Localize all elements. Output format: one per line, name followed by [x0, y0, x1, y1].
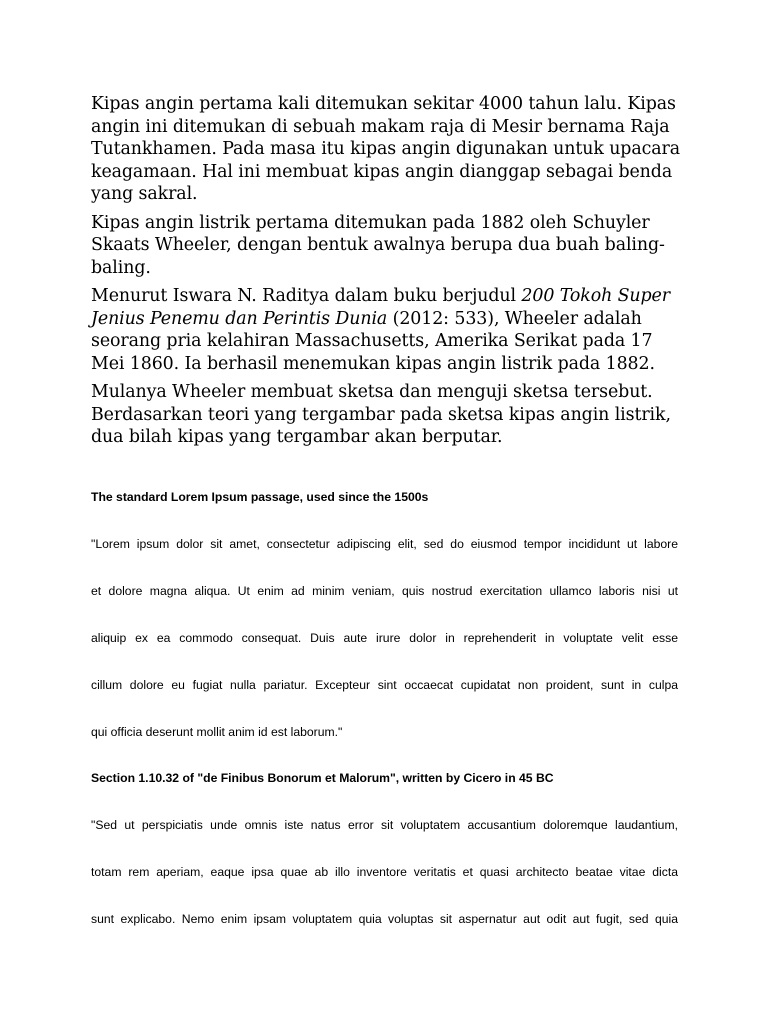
article-paragraph-3-rest: (2012: 533), Wheeler adalah seorang pria kelahiran Massachusetts, Amerika Serikat pada 17 Mei 1860. Ia berhasil menemukan kipas angin listrik pada 1882.	[91, 308, 655, 374]
cicero-line-3: sunt explicabo. Nemo enim ipsam voluptatem quia voluptas sit aspernatur aut odit aut fugit, sed quia	[91, 912, 678, 926]
lorem-line-3: aliquip ex ea commodo consequat. Duis aute irure dolor in reprehenderit in voluptate velit esse	[91, 631, 678, 645]
cicero-line-2: totam rem aperiam, eaque ipsa quae ab illo inventore veritatis et quasi architecto beatae vitae dicta	[91, 865, 678, 879]
cicero-line-1: "Sed ut perspiciatis unde omnis iste natus error sit voluptatem accusantium doloremque laudantium,	[91, 818, 678, 832]
cicero-paragraph	[91, 802, 678, 943]
lorem-line-4: cillum dolore eu fugiat nulla pariatur. Excepteur sint occaecat cupidatat non proident, sunt in culpa	[91, 678, 678, 692]
article-paragraph-2: Kipas angin listrik pertama ditemukan pada 1882 oleh Schuyler Skaats Wheeler, dengan bentuk awalnya berupa dua buah baling-baling.	[91, 212, 665, 278]
article-paragraph-3	[91, 285, 691, 375]
lorem-line-2: et dolore magna aliqua. Ut enim ad minim veniam, quis nostrud exercitation ullamco laboris nisi ut	[91, 584, 678, 598]
article-paragraph-3-intro: Menurut Iswara N. Raditya dalam buku berjudul	[91, 286, 522, 306]
lorem-section	[91, 489, 678, 756]
book-title: 200 Tokoh Super Jenius Penemu dan Perintis Dunia	[91, 286, 670, 329]
lorem-line-5: qui officia deserunt mollit anim id est laborum."	[91, 725, 343, 739]
article-paragraph-1: Kipas angin pertama kali ditemukan sekitar 4000 tahun lalu. Kipas angin ini ditemukan di sebuah makam raja di Mesir bernama Raja Tutankhamen. Pada masa itu kipas angin digunakan untuk upacara keagamaan. Hal ini membuat kipas angin dianggap sebagai benda yang sakral.	[91, 94, 680, 204]
article-paragraph-4: Mulanya Wheeler membuat sketsa dan menguji sketsa tersebut. Berdasarkan teori yang tergambar pada sketsa kipas angin listrik, dua bilah kipas yang tergambar akan berputar.	[91, 382, 671, 447]
article-body	[91, 93, 691, 455]
lorem-heading: The standard Lorem Ipsum passage, used since the 1500s	[91, 490, 429, 504]
cicero-heading: Section 1.10.32 of "de Finibus Bonorum et Malorum", written by Cicero in 45 BC	[91, 771, 554, 785]
cicero-section	[91, 770, 678, 943]
lorem-line-1: "Lorem ipsum dolor sit amet, consectetur adipiscing elit, sed do eiusmod tempor incididunt ut labore	[91, 537, 678, 551]
lorem-paragraph	[91, 521, 678, 756]
